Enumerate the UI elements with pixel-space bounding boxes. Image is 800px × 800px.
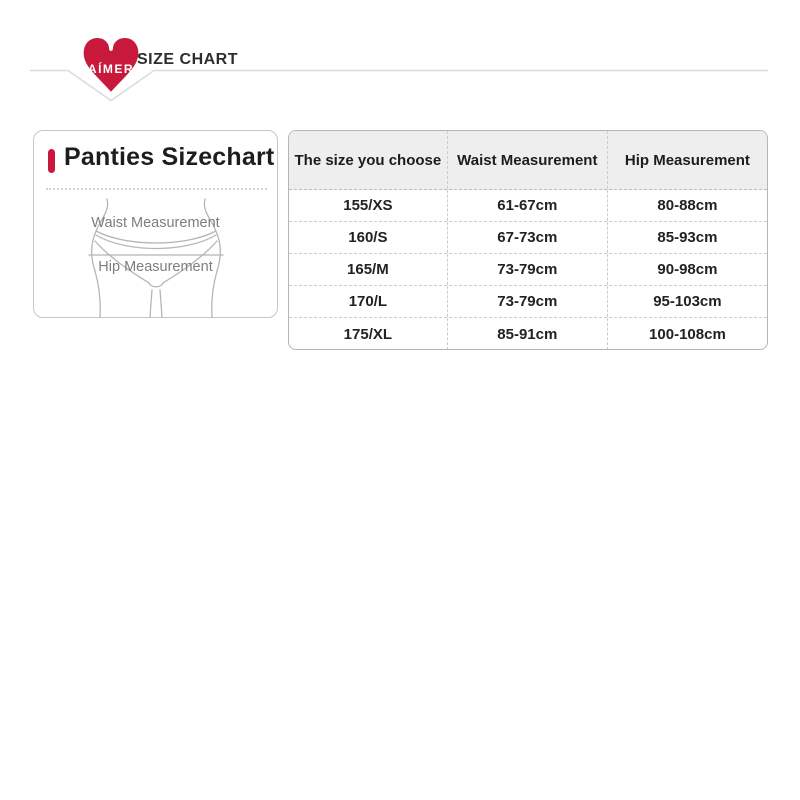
panties-sizechart-panel [33, 130, 278, 318]
table-cell: 67-73cm [447, 222, 607, 253]
dotted-separator [46, 188, 267, 190]
title-accent-bar [48, 149, 55, 173]
size-table-body [289, 190, 767, 350]
table-cell: 95-103cm [607, 286, 767, 317]
hip-measurement-label: Hip Measurement [98, 259, 213, 275]
panel-title: Panties Sizechart [64, 143, 275, 171]
table-cell: 73-79cm [447, 254, 607, 285]
size-table-header [289, 131, 767, 190]
table-cell: 90-98cm [607, 254, 767, 285]
table-row [289, 254, 767, 286]
table-row [289, 190, 767, 222]
table-row [289, 318, 767, 350]
column-header-hip: Hip Measurement [607, 131, 767, 189]
column-header-size: The size you choose [294, 151, 442, 169]
table-cell: 61-67cm [447, 190, 607, 221]
column-header-waist: Waist Measurement [447, 131, 607, 189]
table-row [289, 222, 767, 254]
table-cell: 155/XS [343, 197, 393, 214]
waist-measurement-label: Waist Measurement [91, 215, 220, 231]
table-cell: 160/S [348, 229, 388, 246]
brand-logo-text: AÍMER [87, 62, 135, 76]
size-table [288, 130, 768, 350]
section-title: SIZE CHART [137, 51, 238, 68]
table-cell: 175/XL [343, 325, 393, 343]
table-row [289, 286, 767, 318]
table-cell: 85-93cm [607, 222, 767, 253]
aimer-heart-logo [77, 24, 145, 108]
table-cell: 80-88cm [607, 190, 767, 221]
table-cell: 85-91cm [447, 318, 607, 350]
table-cell: 165/M [347, 261, 389, 278]
table-cell: 100-108cm [607, 318, 767, 350]
table-cell: 170/L [348, 293, 388, 310]
table-cell: 73-79cm [447, 286, 607, 317]
